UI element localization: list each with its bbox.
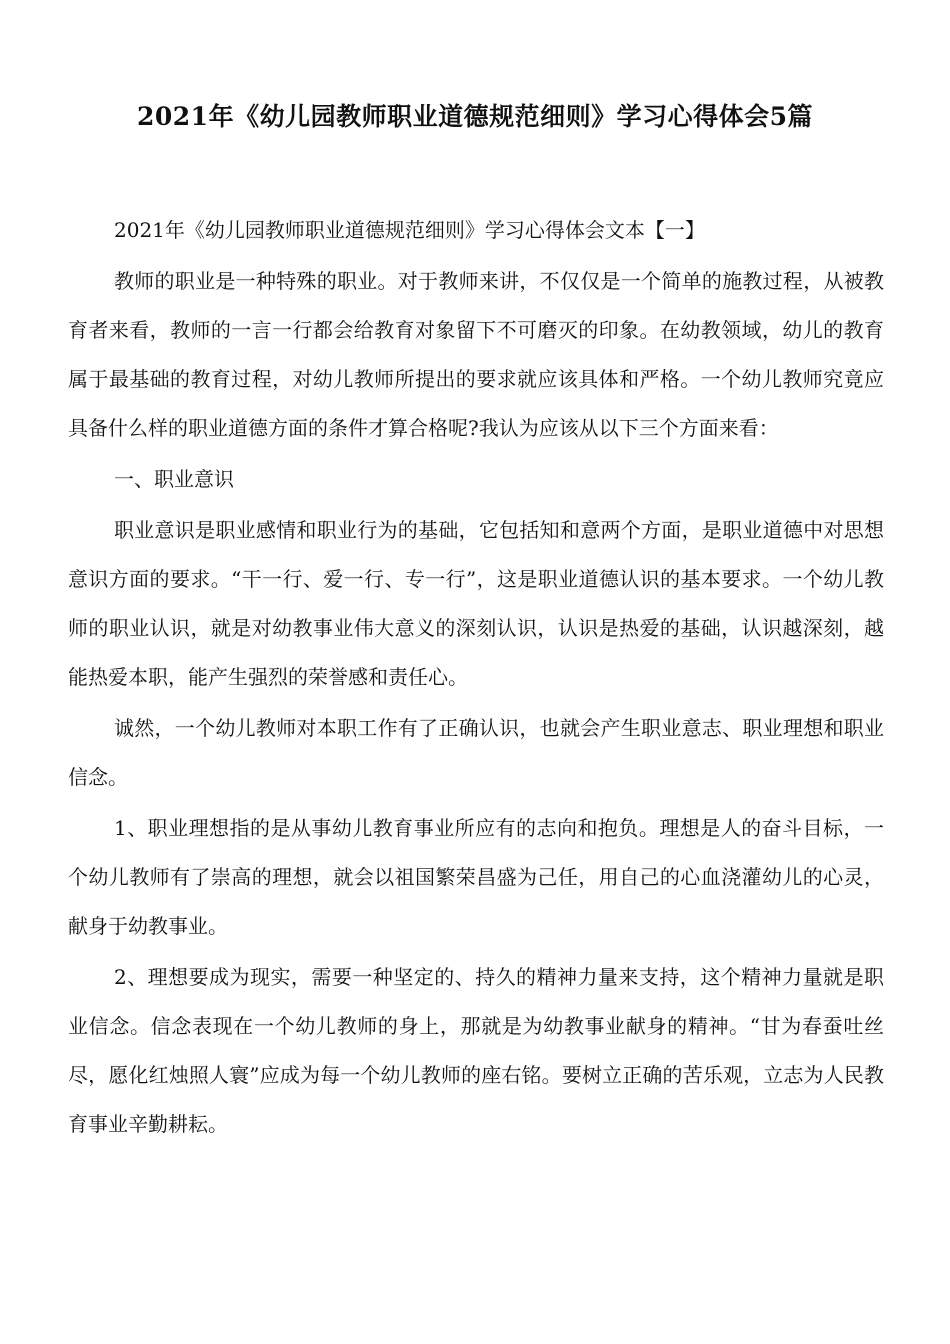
- paragraph-point-1: 1、职业理想指的是从事幼儿教育事业所应有的志向和抱负。理想是人的奋斗目标，一个幼儿教师有了崇高的理想，就会以祖国繁荣昌盛为己任，用自己的心血浇灌幼儿的心灵，献身于幼教事业。: [68, 816, 884, 938]
- document-title: 2021年《幼儿园教师职业道德规范细则》学习心得体会5篇: [137, 102, 813, 131]
- paragraph-intro: 教师的职业是一种特殊的职业。对于教师来讲，不仅仅是一个简单的施教过程，从被教育者来看，教师的一言一行都会给教育对象留下不可磨灭的印象。在幼教领域，幼儿的教育属于最基础的教育过程，对幼儿教师所提出的要求就应该具体和严格。一个幼儿教师究竟应具备什么样的职业道德方面的条件才算合格呢?我认为应该从以下三个方面来看：: [68, 269, 884, 440]
- section-heading-text-one: 2021年《幼儿园教师职业道德规范细则》学习心得体会文本【一】: [114, 218, 705, 242]
- subheading-professional-awareness: 一、职业意识: [114, 467, 234, 491]
- paragraph-professional-awareness: 职业意识是职业感情和职业行为的基础，它包括知和意两个方面，是职业道德中对思想意识方面的要求。“干一行、爱一行、专一行”，这是职业道德认识的基本要求。一个幼儿教师的职业认识，就是对幼教事业伟大意义的深刻认识，认识是热爱的基础，认识越深刻，越能热爱本职，能产生强烈的荣誉感和责任心。: [68, 518, 884, 689]
- document-body: [68, 206, 884, 1151]
- paragraph-indeed: 诚然，一个幼儿教师对本职工作有了正确认识，也就会产生职业意志、职业理想和职业信念。: [68, 716, 884, 789]
- paragraph-point-2: 2、理想要成为现实，需要一种坚定的、持久的精神力量来支持，这个精神力量就是职业信念。信念表现在一个幼儿教师的身上，那就是为幼教事业献身的精神。“甘为春蚕吐丝尽，愿化红烛照人寰”应成为每一个幼儿教师的座右铭。要树立正确的苦乐观，立志为人民教育事业辛勤耕耘。: [68, 965, 884, 1136]
